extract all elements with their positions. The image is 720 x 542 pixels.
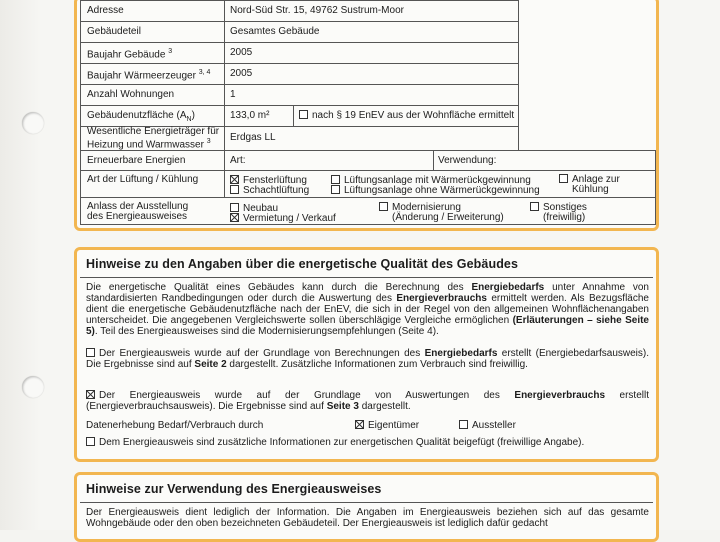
verwendung-text: Der Energieausweis dient lediglich der Information. Die Angaben im Energieausweis beziehen sich auf das gesamte Wohngebäude oder den oben bezeichneten Gebäudeteil. Der Energieausweis ist lediglich dafür gedacht [86,507,649,529]
label-adresse: Adresse [87,5,124,16]
value-baujahr-gebaeude: 2005 [230,47,253,58]
label-lueftung: Art der Lüftung / Kühlung [87,174,199,185]
punch-hole [22,376,44,398]
label-baujahr-gebaeude: Baujahr Gebäude $^3$ [87,48,173,61]
option-modernisierung[interactable]: Modernisierung (Änderung / Erweiterung) [379,203,504,223]
checkbox-checked[interactable] [230,175,239,184]
checkbox[interactable] [331,185,340,194]
checkbox[interactable] [379,202,388,211]
option-aussteller[interactable]: Aussteller [459,420,516,431]
label-gebaeudeteil: Gebäudeteil [87,26,141,37]
checkbox[interactable] [530,202,539,211]
option-bedarfsausweis[interactable]: Der Energieausweis wurde auf der Grundlage von Berechnungen des Energiebedarfs erstellt (Energiebedarfsausweis). Die Ergebnisse sind auf Seite 2 dargestellt. Zusätzliche Informationen zum Verbrauch sind freiwillig. [86,348,649,370]
option-zusatzinfo[interactable]: Dem Energieausweis sind zusätzliche Informationen zur energetischen Qualität beigefügt (freiwillige Angabe). [86,437,584,448]
option-schachtlueftung[interactable]: Schachtlüftung [230,185,309,196]
option-eigentuemer[interactable]: Eigentümer [355,420,419,431]
datenerhebung-label: Datenerhebung Bedarf/Verbrauch durch [86,420,264,431]
checkbox[interactable] [86,437,95,446]
label-anlass: Anlass der Ausstellung des Energieausweises [87,201,189,222]
hinweise-intro: Die energetische Qualität eines Gebäudes kann durch die Berechnung des Energiebedarfs unter Annahme von standardisierten Randbedingungen oder durch die Auswertung des Energieverbrauchs ermittelt werden. Als Bezugsfläche dient die energetische Gebäudenutzfläche nach der EnEV, die sich in der Regel von den allgemeinen Wohnflächenangaben unterscheidet. Die angegebenen Vergleichswerte sollen überschlägige Vergleiche ermöglichen (Erläuterungen – siehe Seite 5). Teil des Energieausweises sind die Modernisierungsempfehlungen (Seite 4). [86,282,649,337]
value-anzahl-wohnungen: 1 [230,89,236,100]
verwendung-title: Hinweise zur Verwendung des Energieausweises [86,482,382,496]
checkbox[interactable] [230,185,239,194]
option-lueftung-ohne-wrg[interactable]: Lüftungsanlage ohne Wärmerückgewinnung [331,185,540,196]
checkbox[interactable] [331,175,340,184]
value-baujahr-waermeerzeuger: 2005 [230,68,253,79]
label-baujahr-waermeerzeuger: Baujahr Wärmeerzeuger $^{3, 4}$ [87,69,211,82]
value-gebaeudeteil: Gesamtes Gebäude [230,26,320,37]
option-neubau[interactable]: Neubau [230,203,278,214]
checkbox-checked[interactable] [86,390,95,399]
checkbox-checked[interactable] [230,213,239,222]
option-verbrauchsausweis[interactable]: Der Energieausweis wurde auf der Grundlage von Auswertungen des Energieverbrauchs erstellt (Energieverbrauchsausweis). Die Ergebnisse sind auf Seite 3 dargestellt. [86,390,649,412]
value-energietraeger: Erdgas LL [230,132,276,143]
checkbox[interactable] [559,174,568,183]
option-vermietung[interactable]: Vermietung / Verkauf [230,213,336,224]
punch-hole [22,112,44,134]
label-energietraeger: Wesentliche Energieträger für Heizung und Warmwasser $^3$ [87,126,220,151]
label-gebaeudenutzflaeche: Gebäudenutzfläche $(A_N)$ [87,110,195,123]
hinweise-title: Hinweise zu den Angaben über die energetische Qualität des Gebäudes [86,257,519,271]
label-anzahl-wohnungen: Anzahl Wohnungen [87,89,175,100]
divider [80,502,653,503]
option-sonstiges[interactable]: Sonstiges (freiwillig) [530,203,587,223]
erneuerbare-verwendung: Verwendung: [438,155,497,166]
value-gebaeudenutzflaeche: 133,0 m² [230,110,270,121]
divider [80,277,653,278]
checkbox[interactable] [86,348,95,357]
option-lueftung-mit-wrg[interactable]: Lüftungsanlage mit Wärmerückgewinnung [331,175,531,186]
checkbox[interactable] [230,203,239,212]
checkbox[interactable] [299,110,308,119]
erneuerbare-art: Art: [230,155,246,166]
checkbox[interactable] [459,420,468,429]
checkbox-checked[interactable] [355,420,364,429]
option-fensterlueftung[interactable]: Fensterlüftung [230,175,307,186]
label-erneuerbare-energien: Erneuerbare Energien [87,155,186,166]
value-adresse: Nord-Süd Str. 15, 49762 Sustrum-Moor [230,5,404,16]
option-kuehlung[interactable]: Anlage zur Kühlung [559,175,620,195]
wohnflaeche-option[interactable]: nach § 19 EnEV aus der Wohnfläche ermittelt [299,110,514,121]
